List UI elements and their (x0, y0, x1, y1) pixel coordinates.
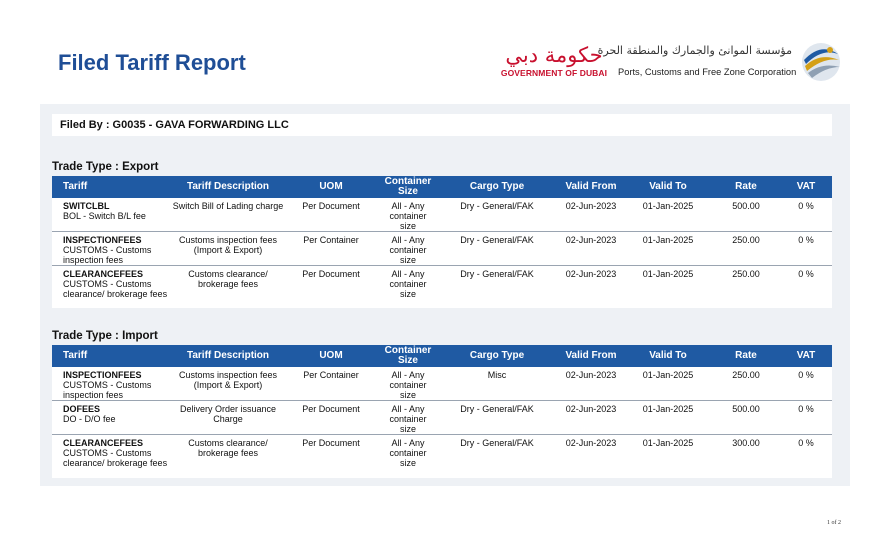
valid-from: 02-Jun-2023 (565, 370, 617, 380)
container-size: All - Any container size (389, 370, 427, 400)
rate: 250.00 (732, 370, 760, 380)
corp-name-arabic: مؤسسة الموانئ والجمارك والمنطقة الحرة (597, 44, 792, 57)
section-title-export: Trade Type : Export (52, 161, 159, 173)
tariff-table-import (52, 345, 832, 478)
container-size: All - Any container size (389, 235, 427, 265)
vat: 0 % (798, 370, 814, 380)
tariff-cell (63, 370, 173, 400)
valid-to: 01-Jan-2025 (642, 201, 694, 211)
rate: 500.00 (732, 201, 760, 211)
tariff-code: INSPECTIONFEES (63, 235, 142, 245)
vat: 0 % (798, 438, 814, 448)
valid-from: 02-Jun-2023 (565, 438, 617, 448)
uom: Per Document (302, 201, 360, 211)
valid-to: 01-Jan-2025 (642, 269, 694, 279)
vat: 0 % (798, 235, 814, 245)
table-row (52, 367, 832, 401)
valid-from: 02-Jun-2023 (565, 235, 617, 245)
tariff-code: INSPECTIONFEES (63, 370, 142, 380)
table-header (52, 176, 832, 198)
uom: Per Document (302, 404, 360, 414)
col-container-size: Container Size (384, 176, 432, 197)
valid-to: 01-Jan-2025 (642, 404, 694, 414)
tariff-description: Customs clearance/ brokerage fees (188, 269, 268, 289)
tariff-name: CUSTOMS - Customs inspection fees (63, 245, 152, 265)
uom: Per Document (302, 269, 360, 279)
tariff-description: Customs inspection fees (Import & Export) (178, 235, 278, 255)
page-number: 1 of 2 (827, 520, 841, 526)
cargo-type: Dry - General/FAK (460, 235, 534, 245)
gov-logo-english: GOVERNMENT OF DUBAI (500, 68, 608, 78)
tariff-table-export (52, 176, 832, 308)
rate: 250.00 (732, 235, 760, 245)
col-vat: VAT (796, 350, 816, 361)
container-size: All - Any container size (389, 404, 427, 434)
cargo-type: Dry - General/FAK (460, 404, 534, 414)
col-valid-to: Valid To (649, 350, 687, 361)
col-valid-from: Valid From (565, 350, 617, 361)
section-title-import: Trade Type : Import (52, 330, 158, 342)
tariff-name: DO - D/O fee (63, 414, 116, 424)
col-tariff-description: Tariff Description (186, 350, 270, 361)
tariff-description: Delivery Order issuance Charge (179, 404, 277, 424)
tariff-description: Switch Bill of Lading charge (172, 201, 284, 211)
col-tariff: Tariff (63, 350, 88, 361)
container-size: All - Any container size (389, 201, 427, 231)
valid-to: 01-Jan-2025 (642, 235, 694, 245)
valid-from: 02-Jun-2023 (565, 201, 617, 211)
vat: 0 % (798, 269, 814, 279)
col-uom: UOM (319, 350, 343, 361)
tariff-code: DOFEES (63, 404, 101, 414)
valid-from: 02-Jun-2023 (565, 269, 617, 279)
page-title: Filed Tariff Report (58, 50, 246, 75)
tariff-cell (63, 438, 173, 468)
tariff-cell (63, 235, 173, 265)
pcfc-emblem-icon (800, 40, 842, 84)
rate: 250.00 (732, 269, 760, 279)
col-tariff: Tariff (63, 181, 88, 192)
uom: Per Container (303, 235, 359, 245)
cargo-type: Dry - General/FAK (460, 438, 534, 448)
tariff-description: Customs inspection fees (Import & Export) (178, 370, 278, 390)
rate: 300.00 (732, 438, 760, 448)
vat: 0 % (798, 404, 814, 414)
col-cargo-type: Cargo Type (469, 350, 525, 361)
col-tariff-description: Tariff Description (186, 181, 270, 192)
tariff-name: CUSTOMS - Customs clearance/ brokerage fees (63, 448, 168, 468)
government-of-dubai-logo (500, 40, 608, 84)
tariff-code: SWITCLBL (63, 201, 110, 211)
valid-to: 01-Jan-2025 (642, 438, 694, 448)
vat: 0 % (798, 201, 814, 211)
tariff-cell (63, 404, 173, 424)
uom: Per Document (302, 438, 360, 448)
table-row (52, 232, 832, 266)
tariff-code: CLEARANCEFEES (63, 438, 144, 448)
uom: Per Container (303, 370, 359, 380)
cargo-type: Misc (487, 370, 507, 380)
tariff-cell (63, 269, 173, 299)
table-row (52, 266, 832, 299)
valid-to: 01-Jan-2025 (642, 370, 694, 380)
tariff-name: BOL - Switch B/L fee (63, 211, 146, 221)
col-vat: VAT (796, 181, 816, 192)
tariff-code: CLEARANCEFEES (63, 269, 144, 279)
pcfc-logo (597, 40, 852, 86)
tariff-name: CUSTOMS - Customs clearance/ brokerage fees (63, 279, 168, 299)
col-rate: Rate (735, 350, 757, 361)
gov-logo-arabic: حكومة دبي (505, 43, 603, 67)
rate: 500.00 (732, 404, 760, 414)
corp-name-english: Ports, Customs and Free Zone Corporation (618, 67, 797, 77)
col-valid-to: Valid To (649, 181, 687, 192)
col-uom: UOM (319, 181, 343, 192)
tariff-cell (63, 201, 173, 221)
cargo-type: Dry - General/FAK (460, 269, 534, 279)
col-valid-from: Valid From (565, 181, 617, 192)
col-cargo-type: Cargo Type (469, 181, 525, 192)
table-row (52, 401, 832, 435)
table-header (52, 345, 832, 367)
col-container-size: Container Size (384, 345, 432, 366)
cargo-type: Dry - General/FAK (460, 201, 534, 211)
tariff-description: Customs clearance/ brokerage fees (188, 438, 268, 458)
valid-from: 02-Jun-2023 (565, 404, 617, 414)
table-row (52, 435, 832, 468)
tariff-name: CUSTOMS - Customs inspection fees (63, 380, 152, 400)
table-row (52, 198, 832, 232)
container-size: All - Any container size (389, 269, 427, 299)
container-size: All - Any container size (389, 438, 427, 468)
filed-by: Filed By : G0035 - GAVA FORWARDING LLC (52, 114, 832, 136)
col-rate: Rate (735, 181, 757, 192)
report-panel (40, 104, 850, 486)
